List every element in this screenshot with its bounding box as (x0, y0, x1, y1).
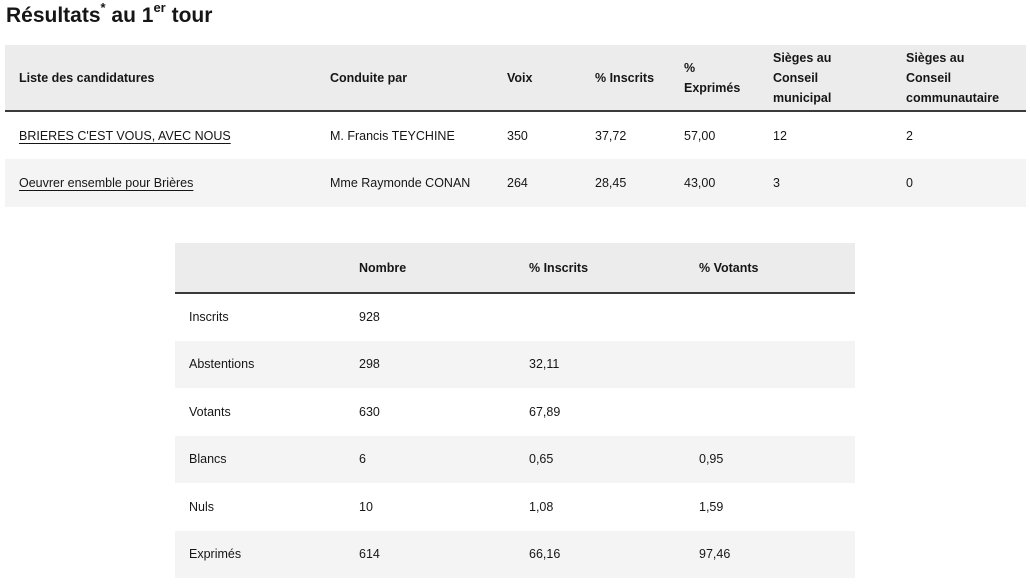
page-title-end: tour (165, 4, 213, 27)
seats-municipal-cell: 3 (759, 159, 892, 207)
row-label: Votants (175, 388, 345, 436)
table-header-row (175, 243, 855, 293)
count-cell: 10 (345, 483, 515, 531)
pct-voters-cell (685, 341, 855, 389)
seats-community-cell: 0 (892, 159, 1026, 207)
count-cell: 6 (345, 436, 515, 484)
table-row (175, 531, 855, 579)
column-header-pct-voters: % Votants (685, 243, 855, 293)
pct-registered-cell: 32,11 (515, 341, 685, 389)
pct-voters-cell: 97,46 (685, 531, 855, 579)
pct-registered-cell: 67,89 (515, 388, 685, 436)
column-header-pct-registered: % Inscrits (581, 45, 670, 111)
page-title-superscript: er (153, 0, 166, 15)
count-cell: 630 (345, 388, 515, 436)
column-header-pct-registered: % Inscrits (515, 243, 685, 293)
row-label: Inscrits (175, 293, 345, 341)
page-title (6, 2, 212, 30)
candidate-list-link[interactable]: Oeuvrer ensemble pour Brières (19, 176, 194, 190)
pct-expressed-cell: 57,00 (670, 111, 759, 159)
column-header-seats-community: Sièges au Conseil communautaire (892, 45, 1026, 111)
candidate-list-link[interactable]: BRIERES C'EST VOUS, AVEC NOUS (19, 128, 231, 143)
pct-registered-cell: 1,08 (515, 483, 685, 531)
pct-voters-cell: 0,95 (685, 436, 855, 484)
pct-registered-cell (515, 293, 685, 341)
votes-cell: 264 (493, 159, 581, 207)
count-cell: 928 (345, 293, 515, 341)
pct-registered-cell: 0,65 (515, 436, 685, 484)
count-cell: 298 (345, 341, 515, 389)
row-label: Abstentions (175, 341, 345, 389)
candidates-results-table (5, 45, 1026, 207)
pct-registered-cell: 37,72 (581, 111, 670, 159)
leader-cell: Mme Raymonde CONAN (316, 159, 493, 207)
row-label: Exprimés (175, 531, 345, 579)
table-row (5, 159, 1026, 207)
table-row (175, 341, 855, 389)
column-header-count: Nombre (345, 243, 515, 293)
pct-voters-cell (685, 388, 855, 436)
row-label: Nuls (175, 483, 345, 531)
column-header-leader: Conduite par (316, 45, 493, 111)
pct-expressed-cell: 43,00 (670, 159, 759, 207)
page-title-main: Résultats (6, 4, 101, 27)
page-title-middle: au 1 (105, 4, 154, 27)
pct-registered-cell: 66,16 (515, 531, 685, 579)
pct-registered-cell: 28,45 (581, 159, 670, 207)
table-row (175, 388, 855, 436)
seats-community-cell: 2 (892, 111, 1026, 159)
leader-cell: M. Francis TEYCHINE (316, 111, 493, 159)
table-row (175, 293, 855, 341)
votes-cell: 350 (493, 111, 581, 159)
column-header-pct-expressed: % Exprimés (670, 45, 759, 111)
seats-municipal-cell: 12 (759, 111, 892, 159)
table-row (175, 436, 855, 484)
column-header-list: Liste des candidatures (5, 45, 316, 111)
table-row (5, 111, 1026, 159)
row-label: Blancs (175, 436, 345, 484)
column-header-votes: Voix (493, 45, 581, 111)
participation-table (175, 243, 855, 578)
count-cell: 614 (345, 531, 515, 579)
pct-voters-cell (685, 293, 855, 341)
table-row (175, 483, 855, 531)
list-cell (5, 111, 316, 159)
pct-voters-cell: 1,59 (685, 483, 855, 531)
table-header-row (5, 45, 1026, 111)
list-cell (5, 159, 316, 207)
column-header-seats-municipal: Sièges au Conseil municipal (759, 45, 892, 111)
page-title-asterisk: * (100, 0, 106, 15)
column-header-label (175, 243, 345, 293)
